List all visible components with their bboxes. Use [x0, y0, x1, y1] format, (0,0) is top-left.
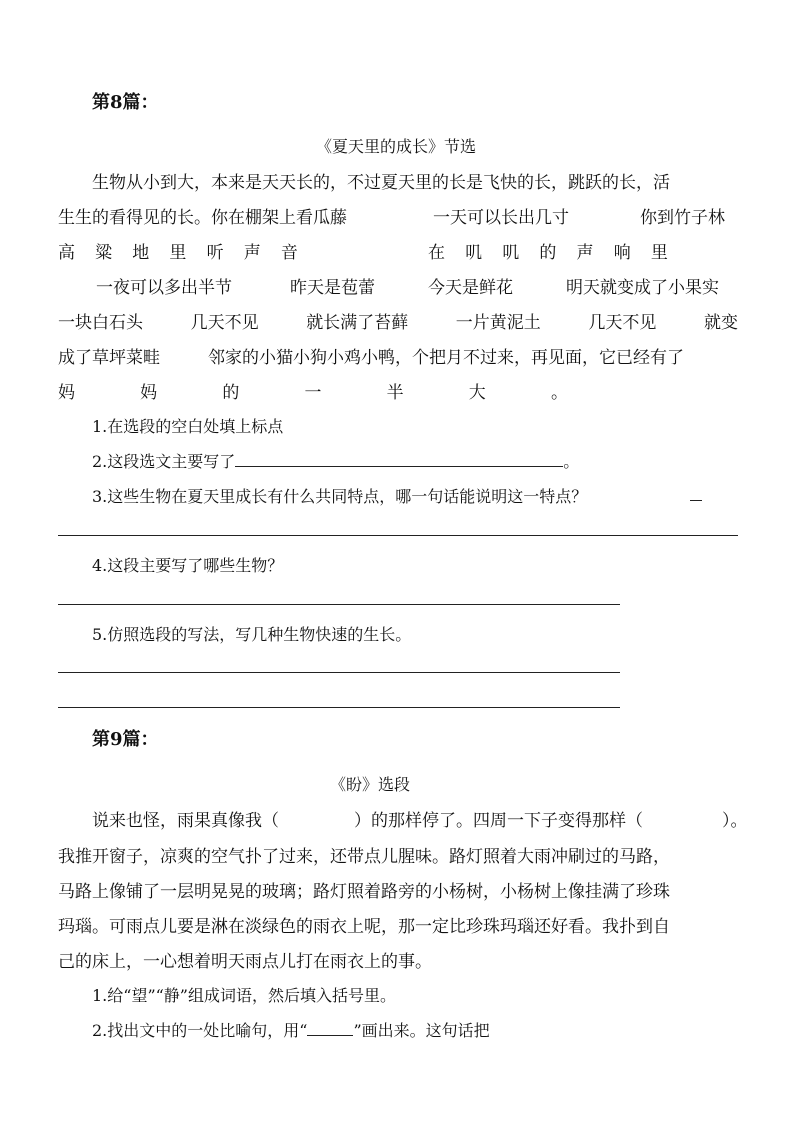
passage-8-line-6-part-2: 邻家的小猫小狗小鸡小鸭，个把月不过来，再见面，它已经有了 — [208, 348, 684, 368]
spread-char: 的 — [539, 243, 557, 263]
spread-char: 半 — [386, 383, 404, 403]
spread-phrase: 一块白石头 — [58, 313, 143, 333]
answer-line[interactable] — [58, 707, 620, 708]
passage-9-question-1: 1.给“望”“静”组成词语，然后填入括号里。 — [92, 986, 396, 1005]
spread-char: 音 — [280, 243, 298, 263]
passage-9-line-1 — [92, 806, 772, 831]
answer-line[interactable] — [690, 500, 702, 501]
spread-char: 听 — [206, 243, 224, 263]
question-2-end: 。 — [563, 452, 580, 471]
question-2-text: 2.找出文中的一处比喻句，用“ — [92, 1021, 308, 1040]
spread-char: 的 — [222, 383, 240, 403]
spread-char: 在 — [427, 243, 445, 263]
passage-8-line-4-part-1: 一夜可以多出半节 — [96, 278, 232, 298]
spread-char: 里 — [169, 243, 187, 263]
answer-line[interactable] — [58, 672, 620, 673]
answer-line[interactable] — [58, 535, 738, 536]
spread-char: 里 — [650, 243, 668, 263]
spread-char: 粱 — [95, 243, 113, 263]
passage-8-line-4-part-3: 今天是鲜花 — [428, 278, 513, 298]
spread-phrase: 几天不见 — [190, 313, 259, 333]
passage-9-question-2 — [92, 1018, 490, 1041]
spread-phrase: 就变 — [703, 313, 738, 333]
passage-8-line-2-part-1: 生生的看得见的长。你在棚架上看瓜藤 — [58, 208, 347, 228]
passage-8-question-3 — [92, 484, 587, 507]
passage-8-line-1: 生物从小到大，本来是天天长的，不过夏天里的长是飞快的长，跳跃的长，活 — [92, 173, 670, 193]
spread-phrase: 几天不见 — [588, 313, 657, 333]
passage-8-line-3 — [58, 238, 738, 263]
spread-phrase: 就长满了苔藓 — [306, 313, 409, 333]
spread-char: 响 — [613, 243, 631, 263]
passage-8-line-5 — [58, 308, 738, 333]
passage-9-heading: 第9篇： — [92, 729, 159, 750]
passage-9-title: 《盼》选段 — [330, 775, 411, 794]
spread-char: 一 — [304, 383, 322, 403]
passage-8-question-5: 5.仿照选段的写法，写几种生物快速的生长。 — [92, 625, 412, 644]
passage-8-line-7 — [58, 378, 568, 403]
passage-8-line-2-part-2: 一天可以长出几寸 — [433, 208, 569, 228]
spread-char: 地 — [132, 243, 150, 263]
question-2-text: 2.这段选文主要写了 — [92, 452, 236, 471]
passage-8-question-4: 4.这段主要写了哪些生物？ — [92, 556, 284, 575]
passage-9-line-4: 玛瑙。可雨点儿要是淋在淡绿色的雨衣上呢，那一定比珍珠玛瑙还好看。我扑到自 — [58, 917, 670, 937]
passage-9-line-1-part-2: ）的那样停了。四周一下子变得那样（ — [354, 811, 643, 831]
passage-9-line-5: 己的床上，一心想着明天雨点儿打在雨衣上的事。 — [58, 952, 432, 972]
spread-phrase: 一片黄泥土 — [455, 313, 541, 333]
spread-char: 声 — [243, 243, 261, 263]
spread-char: 叽 — [465, 243, 483, 263]
spread-char: 妈 — [58, 383, 75, 403]
spread-char: 高 — [58, 243, 75, 263]
passage-8-title: 《夏天里的成长》节选 — [316, 137, 477, 156]
passage-8-line-2-part-3: 你到竹子林 — [640, 208, 725, 228]
question-3-text: 3.这些生物在夏天里成长有什么共同特点，哪一句话能说明这一特点？ — [92, 487, 588, 506]
passage-8-question-1: 1.在选段的空白处填上标点 — [92, 417, 284, 436]
passage-8-line-4-part-4: 明天就变成了小果实 — [566, 278, 719, 298]
question-2-text-end: ”画出来。这句话把 — [353, 1021, 490, 1040]
spread-char: 叽 — [502, 243, 520, 263]
passage-9-line-2: 我推开窗子，凉爽的空气扑了过来，还带点儿腥味。路灯照着大雨冲刷过的马路， — [58, 847, 670, 867]
passage-8-question-2 — [92, 449, 579, 472]
answer-blank[interactable] — [235, 450, 563, 467]
passage-9-line-1-part-3: ）。 — [722, 811, 748, 831]
passage-8-line-6 — [58, 343, 738, 368]
passage-9-line-3: 马路上像铺了一层明晃晃的玻璃；路灯照着路旁的小杨树，小杨树上像挂满了珍珠 — [58, 882, 670, 902]
passage-8-heading: 第8篇： — [92, 92, 159, 113]
passage-8-line-4-part-2: 昨天是苞蕾 — [290, 278, 375, 298]
spread-char: 。 — [550, 383, 568, 403]
spread-char: 声 — [576, 243, 594, 263]
answer-line[interactable] — [58, 604, 620, 605]
passage-8-line-2 — [58, 203, 738, 228]
passage-8-line-6-part-1: 成了草坪菜畦 — [58, 348, 160, 368]
passage-9-line-1-part-1: 说来也怪，雨果真像我（ — [92, 811, 279, 831]
spread-char: 妈 — [140, 383, 158, 403]
underline-sample — [307, 1019, 353, 1036]
spread-char: 大 — [468, 383, 486, 403]
